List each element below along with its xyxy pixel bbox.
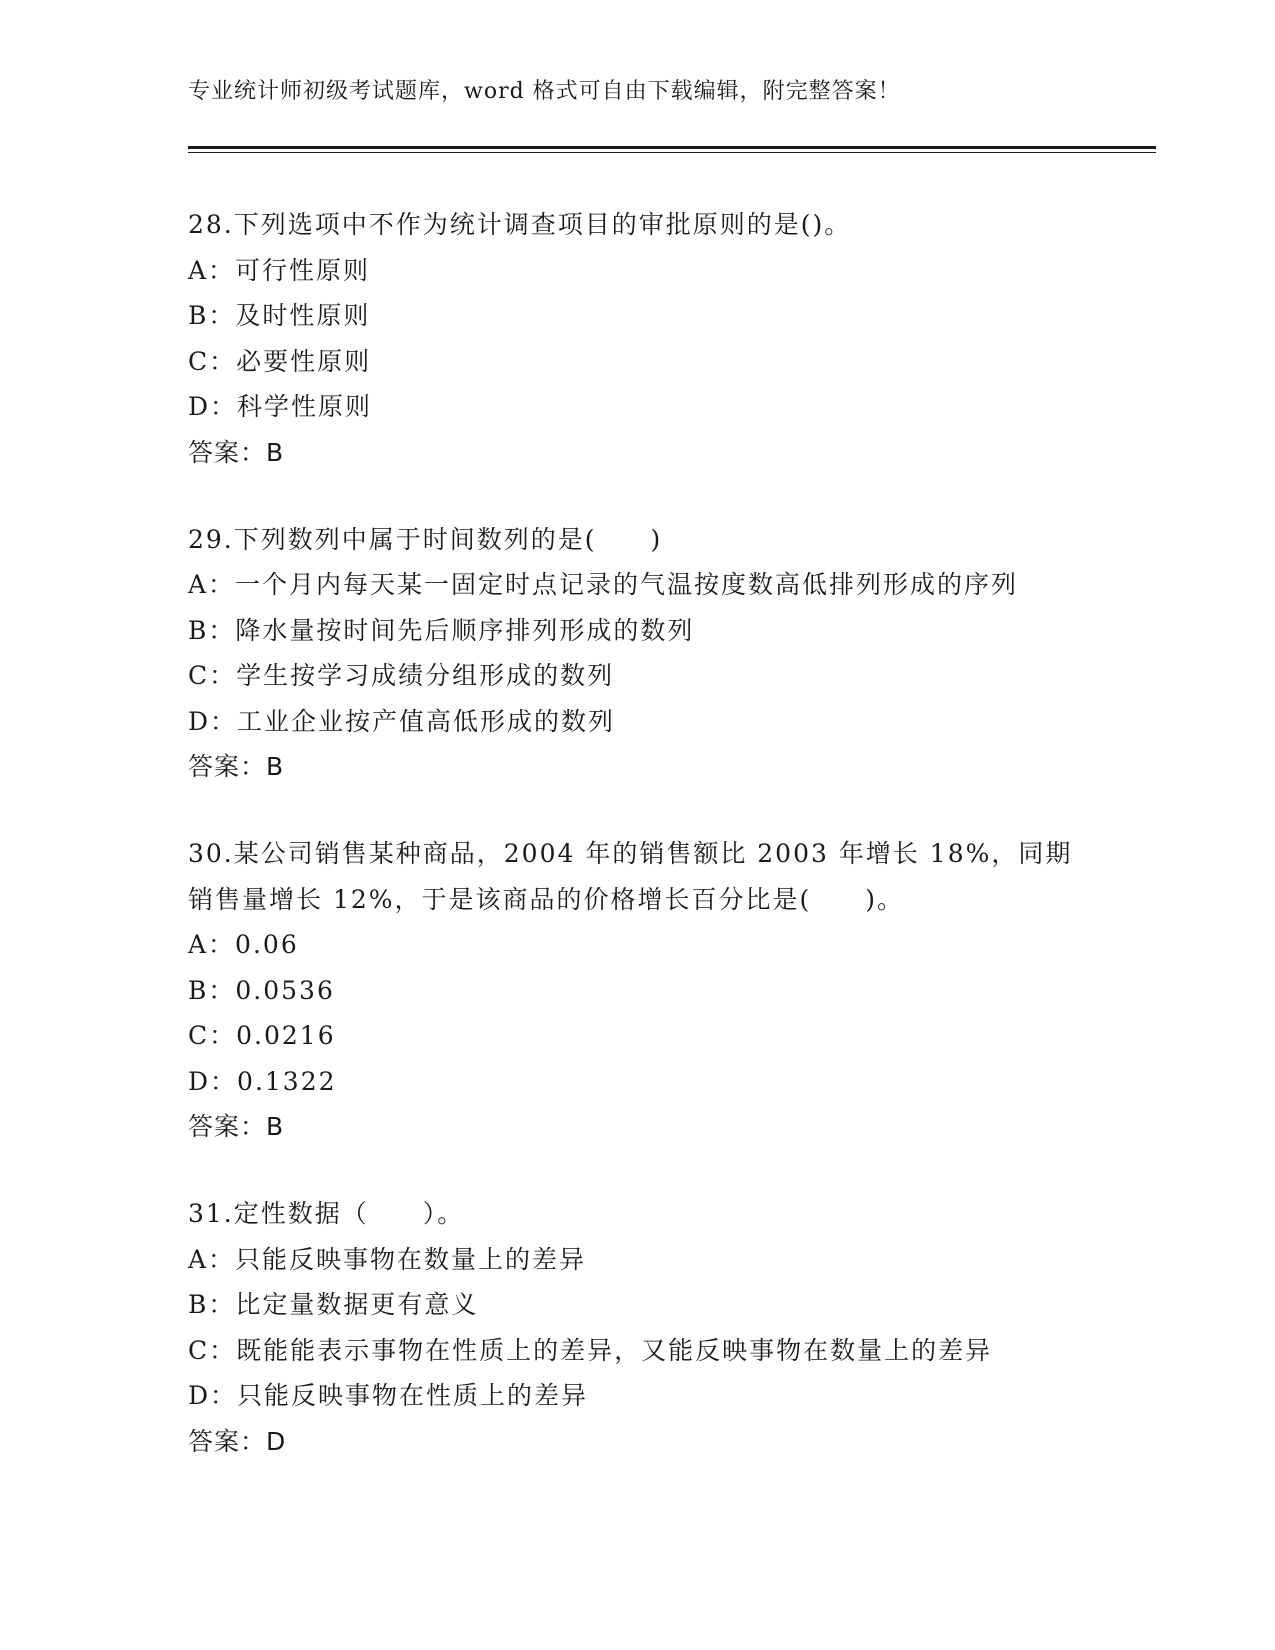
- answer: 答案：B: [188, 437, 285, 467]
- option-b: B：及时性原则: [188, 301, 371, 330]
- option-a: A：一个月内每天某一固定时点记录的气温按度数高低排列形成的序列: [188, 570, 1019, 599]
- answer: 答案：B: [188, 752, 285, 781]
- option-d: D：只能反映事物在性质上的差异: [188, 1381, 589, 1410]
- option-d: D：工业企业按产值高低形成的数列: [188, 706, 616, 736]
- question-31: [188, 1191, 1088, 1464]
- question-28: [188, 202, 1088, 475]
- option-d: D：科学性原则: [188, 392, 373, 421]
- option-a: A：可行性原则: [188, 255, 371, 285]
- header-divider: [188, 146, 1156, 149]
- answer: 答案：B: [188, 1112, 285, 1141]
- question-stem: 28.下列选项中不作为统计调查项目的审批原则的是()。: [188, 210, 852, 239]
- option-b: B：比定量数据更有意义: [188, 1290, 479, 1319]
- question-stem: 31.定性数据（ ）。: [188, 1199, 465, 1228]
- question-stem: 30.某公司销售某种商品，2004 年的销售额比 2003 年增长 18%，同期: [188, 839, 1073, 868]
- page-header: 专业统计师初级考试题库，word 格式可自由下载编辑，附完整答案！: [188, 79, 901, 104]
- question-30: [188, 831, 1088, 1149]
- option-a: A：0.06: [188, 930, 299, 959]
- question-list: [188, 202, 1088, 1506]
- header-divider-thin: [188, 152, 1156, 153]
- option-c: C：学生按学习成绩分组形成的数列: [188, 661, 615, 690]
- question-stem: 29.下列数列中属于时间数列的是( ): [188, 524, 663, 554]
- question-stem-continued: 销售量增长 12%，于是该商品的价格增长百分比是( )。: [188, 884, 905, 914]
- option-d: D：0.1322: [188, 1066, 337, 1096]
- option-c: C：必要性原则: [188, 346, 372, 376]
- question-29: [188, 517, 1088, 790]
- answer: 答案：D: [188, 1426, 287, 1456]
- option-b: B：降水量按时间先后顺序排列形成的数列: [188, 615, 695, 645]
- option-c: C：0.0216: [188, 1021, 336, 1050]
- option-b: B：0.0536: [188, 975, 335, 1005]
- option-a: A：只能反映事物在数量上的差异: [188, 1244, 587, 1274]
- option-c: C：既能能表示事物在性质上的差异，又能反映事物在数量上的差异: [188, 1335, 993, 1365]
